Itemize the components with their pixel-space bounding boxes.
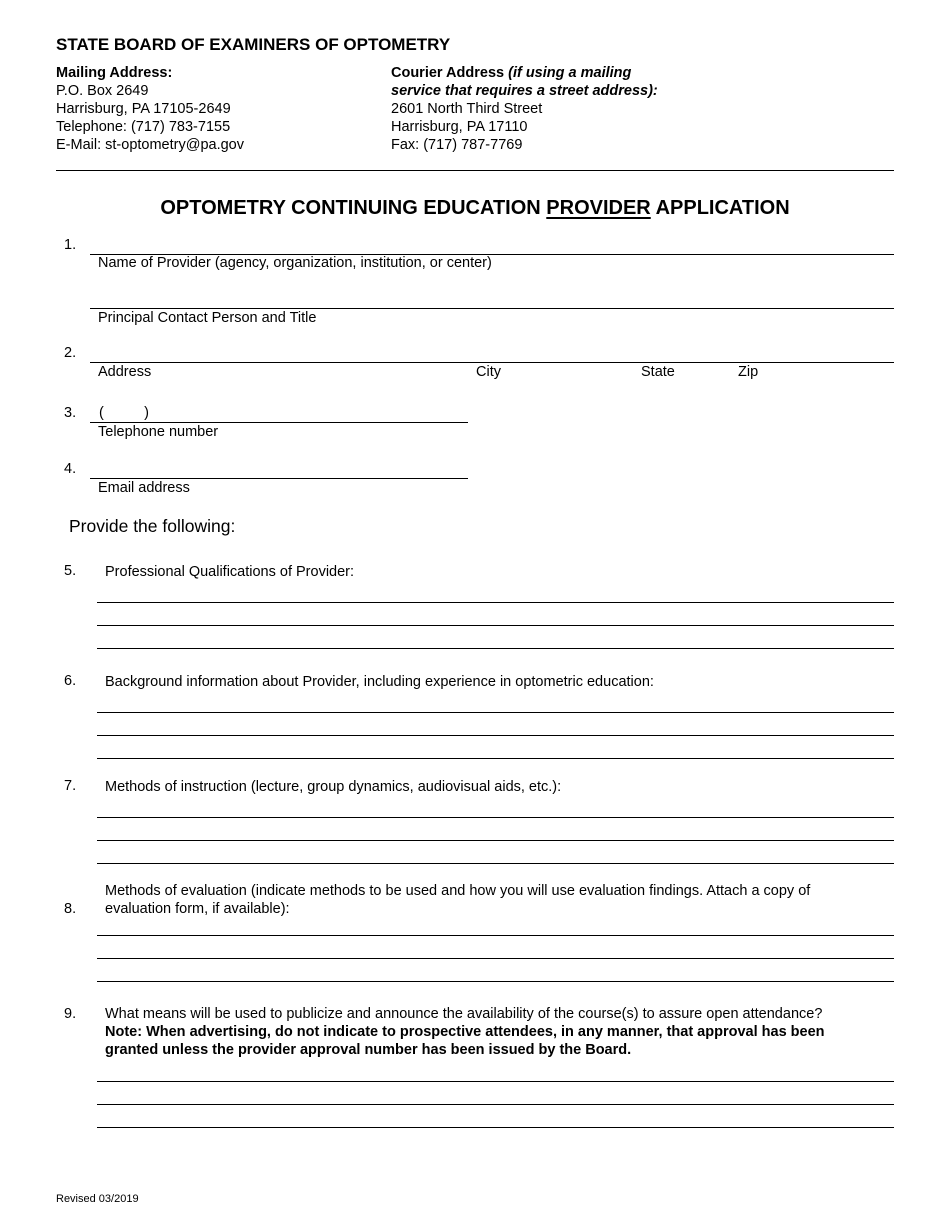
q8-answer-line[interactable] — [97, 935, 894, 936]
courier-street: 2601 North Third Street — [391, 101, 543, 117]
telephone-label: Telephone number — [98, 424, 219, 440]
zip-label: Zip — [738, 364, 759, 380]
provide-heading: Provide the following: — [69, 516, 236, 536]
q9-note-line-2: granted unless the provider approval number has been issued by the Board. — [105, 1042, 632, 1058]
q5-text: Professional Qualifications of Provider: — [105, 564, 355, 580]
title-provider-emphasis: PROVIDER — [546, 197, 651, 219]
q8-answer-line[interactable] — [97, 958, 894, 959]
courier-note-2: service that requires a street address): — [391, 83, 658, 99]
q8-number: 8. — [64, 901, 77, 917]
q9-number: 9. — [64, 1006, 77, 1022]
telephone-field[interactable] — [90, 422, 468, 423]
q5-answer-line[interactable] — [97, 625, 894, 626]
q5-answer-line[interactable] — [97, 648, 894, 649]
q3-number: 3. — [64, 405, 77, 421]
address-label: Address — [98, 364, 152, 380]
q6-answer-line[interactable] — [97, 758, 894, 759]
q5-answer-line[interactable] — [97, 602, 894, 603]
q9-text: What means will be used to publicize and announce the availability of the course(s) to assure open attendance? Note: When advertising, do not indicate to prospective attendees, in any manner, that approval has been granted unless the provider approval number has been issued by the Board. — [105, 1006, 825, 1058]
contact-person-label: Principal Contact Person and Title — [98, 310, 317, 326]
q2-number: 2. — [64, 345, 77, 361]
courier-fax: Fax: (717) 787-7769 — [391, 137, 523, 153]
q4-number: 4. — [64, 461, 77, 477]
q5-number: 5. — [64, 563, 77, 579]
mailing-city: Harrisburg, PA 17105-2649 — [56, 101, 231, 117]
q9-answer-line[interactable] — [97, 1104, 894, 1105]
mailing-telephone: Telephone: (717) 783-7155 — [56, 119, 231, 135]
q7-answer-line[interactable] — [97, 817, 894, 818]
revised-date: Revised 03/2019 — [56, 1193, 139, 1205]
mailing-address-label: Mailing Address: — [56, 65, 173, 81]
email-label: Email address — [98, 480, 190, 496]
q6-number: 6. — [64, 673, 77, 689]
phone-area-code-parens: ( ) — [99, 405, 149, 421]
q7-answer-line[interactable] — [97, 840, 894, 841]
contact-person-field[interactable] — [90, 308, 894, 309]
courier-city: Harrisburg, PA 17110 — [391, 119, 528, 135]
q6-answer-line[interactable] — [97, 735, 894, 736]
q8-answer-line[interactable] — [97, 981, 894, 982]
provider-name-label: Name of Provider (agency, organization, institution, or center) — [98, 255, 492, 271]
courier-note-1: (if using a mailing — [508, 65, 632, 81]
q6-text: Background information about Provider, including experience in optometric education: — [105, 674, 654, 690]
q7-number: 7. — [64, 778, 77, 794]
q9-note-line-1: Note: When advertising, do not indicate to prospective attendees, in any manner, that approval has been — [105, 1024, 825, 1040]
header-divider — [56, 170, 894, 171]
email-field[interactable] — [90, 478, 468, 479]
courier-address-label: Courier Address — [391, 65, 505, 81]
board-title: STATE BOARD OF EXAMINERS OF OPTOMETRY — [56, 35, 451, 54]
mailing-po-box: P.O. Box 2649 — [56, 83, 149, 99]
q9-answer-line[interactable] — [97, 1081, 894, 1082]
q1-number: 1. — [64, 237, 77, 253]
q8-text: Methods of evaluation (indicate methods to be used and how you will use evaluation findings. Attach a copy of evaluation form, if available): — [105, 883, 811, 917]
page-title: OPTOMETRY CONTINUING EDUCATION PROVIDER APPLICATION — [160, 197, 790, 219]
q9-answer-line[interactable] — [97, 1127, 894, 1128]
q6-answer-line[interactable] — [97, 712, 894, 713]
state-label: State — [641, 364, 675, 380]
address-field[interactable] — [90, 362, 894, 363]
courier-address — [391, 64, 658, 154]
mailing-address — [56, 64, 244, 154]
mailing-email: E-Mail: st-optometry@pa.gov — [56, 137, 244, 153]
city-label: City — [476, 364, 501, 380]
q7-text: Methods of instruction (lecture, group dynamics, audiovisual aids, etc.): — [105, 779, 562, 795]
q7-answer-line[interactable] — [97, 863, 894, 864]
